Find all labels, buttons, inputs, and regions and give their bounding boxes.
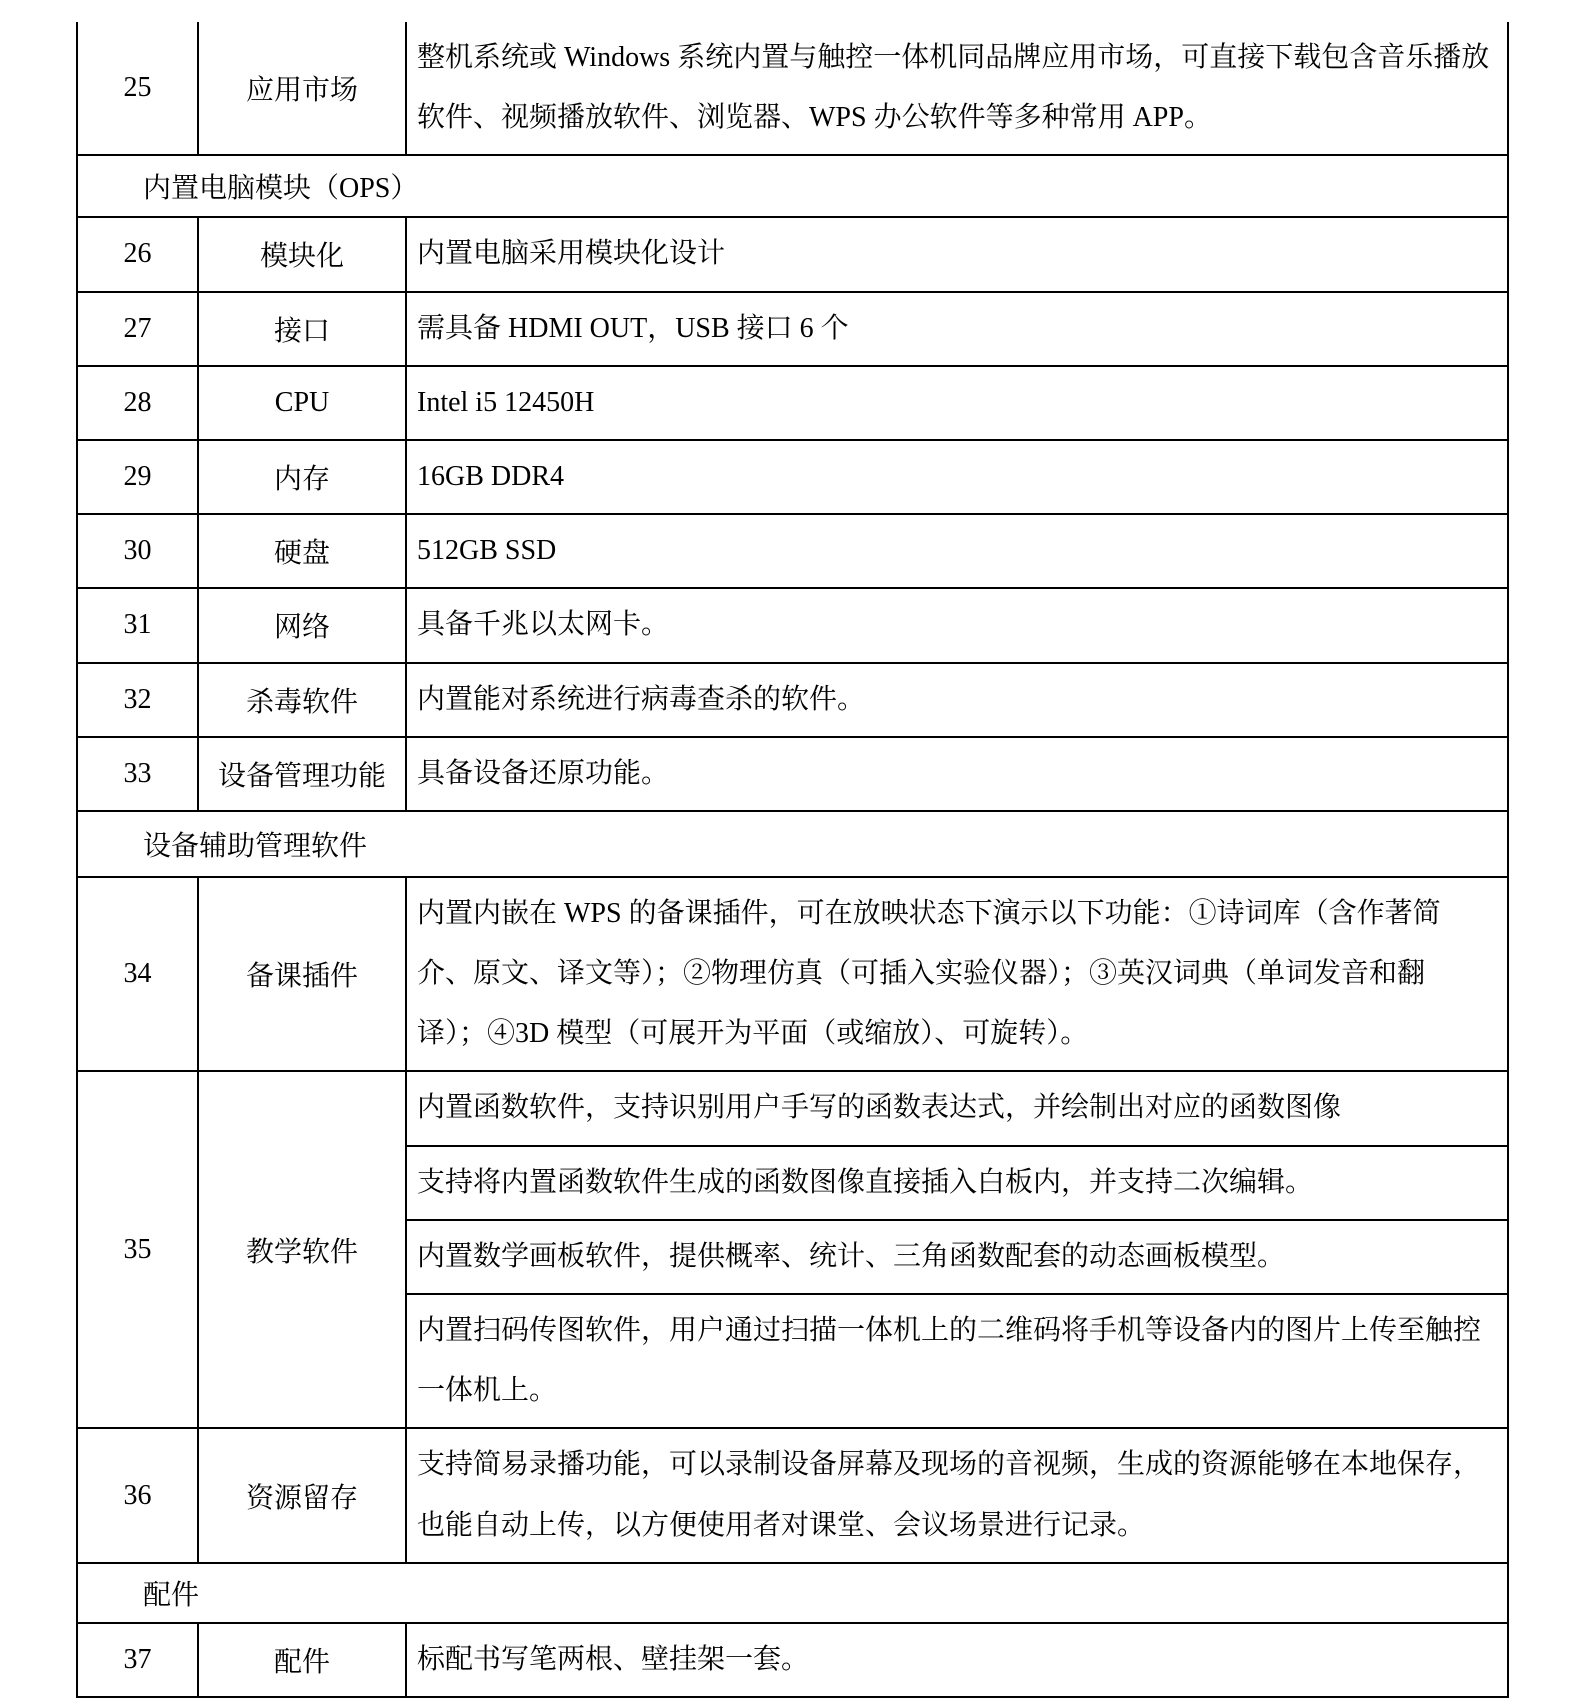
description-cell: 支持将内置函数软件生成的函数图像直接插入白板内，并支持二次编辑。 (406, 1146, 1508, 1220)
row-number-cell: 34 (77, 877, 198, 1072)
description-cell: 需具备 HDMI OUT，USB 接口 6 个 (406, 292, 1508, 366)
table-row (77, 22, 1508, 155)
description-cell: 16GB DDR4 (406, 440, 1508, 514)
category-cell: 资源留存 (198, 1428, 406, 1562)
row-number-cell: 28 (77, 366, 198, 440)
table-row (77, 292, 1508, 366)
table-row (77, 877, 1508, 1072)
description-cell: 标配书写笔两根、壁挂架一套。 (406, 1623, 1508, 1697)
table-row (77, 663, 1508, 737)
table-row (77, 1071, 1508, 1145)
row-number-cell: 25 (77, 22, 198, 155)
section-row (77, 1563, 1508, 1623)
description-cell: 具备千兆以太网卡。 (406, 588, 1508, 662)
category-cell: 内存 (198, 440, 406, 514)
table-row (77, 217, 1508, 291)
description-cell: 整机系统或 Windows 系统内置与触控一体机同品牌应用市场，可直接下载包含音乐播放软件、视频播放软件、浏览器、WPS 办公软件等多种常用 APP。 (406, 22, 1508, 155)
category-cell: 配件 (198, 1623, 406, 1697)
table-row (77, 514, 1508, 588)
row-number-cell: 32 (77, 663, 198, 737)
row-number-cell: 30 (77, 514, 198, 588)
category-cell: 设备管理功能 (198, 737, 406, 811)
row-number-cell: 27 (77, 292, 198, 366)
table-row (77, 1623, 1508, 1697)
description-cell: 512GB SSD (406, 514, 1508, 588)
table-row (77, 366, 1508, 440)
category-cell: 模块化 (198, 217, 406, 291)
row-number-cell: 36 (77, 1428, 198, 1562)
description-cell: Intel i5 12450H (406, 366, 1508, 440)
row-number-cell: 31 (77, 588, 198, 662)
category-cell: 网络 (198, 588, 406, 662)
section-header-cell: 内置电脑模块（OPS） (77, 155, 1508, 217)
section-header-cell: 设备辅助管理软件 (77, 811, 1508, 877)
category-cell: CPU (198, 366, 406, 440)
table-row (77, 737, 1508, 811)
spec-table (76, 22, 1509, 1698)
category-cell: 应用市场 (198, 22, 406, 155)
description-cell: 内置电脑采用模块化设计 (406, 217, 1508, 291)
row-number-cell: 37 (77, 1623, 198, 1697)
row-number-cell: 33 (77, 737, 198, 811)
description-cell: 支持简易录播功能，可以录制设备屏幕及现场的音视频，生成的资源能够在本地保存，也能自动上传，以方便使用者对课堂、会议场景进行记录。 (406, 1428, 1508, 1562)
description-cell: 内置能对系统进行病毒查杀的软件。 (406, 663, 1508, 737)
section-header-cell: 配件 (77, 1563, 1508, 1623)
category-cell: 教学软件 (198, 1071, 406, 1428)
category-cell: 接口 (198, 292, 406, 366)
category-cell: 杀毒软件 (198, 663, 406, 737)
description-cell: 内置内嵌在 WPS 的备课插件，可在放映状态下演示以下功能：①诗词库（含作著简介、原文、译文等）；②物理仿真（可插入实验仪器）；③英汉词典（单词发音和翻译）；④3D 模型（可展开为平面（或缩放）、可旋转）。 (406, 877, 1508, 1072)
row-number-cell: 26 (77, 217, 198, 291)
table-row (77, 588, 1508, 662)
table-row (77, 440, 1508, 514)
description-cell: 内置函数软件，支持识别用户手写的函数表达式，并绘制出对应的函数图像 (406, 1071, 1508, 1145)
document-page (0, 22, 1587, 1678)
description-cell: 具备设备还原功能。 (406, 737, 1508, 811)
table-row (77, 1428, 1508, 1562)
section-row (77, 811, 1508, 877)
description-cell: 内置扫码传图软件，用户通过扫描一体机上的二维码将手机等设备内的图片上传至触控一体机上。 (406, 1294, 1508, 1428)
category-cell: 硬盘 (198, 514, 406, 588)
row-number-cell: 29 (77, 440, 198, 514)
category-cell: 备课插件 (198, 877, 406, 1072)
description-cell: 内置数学画板软件，提供概率、统计、三角函数配套的动态画板模型。 (406, 1220, 1508, 1294)
section-row (77, 155, 1508, 217)
row-number-cell: 35 (77, 1071, 198, 1428)
